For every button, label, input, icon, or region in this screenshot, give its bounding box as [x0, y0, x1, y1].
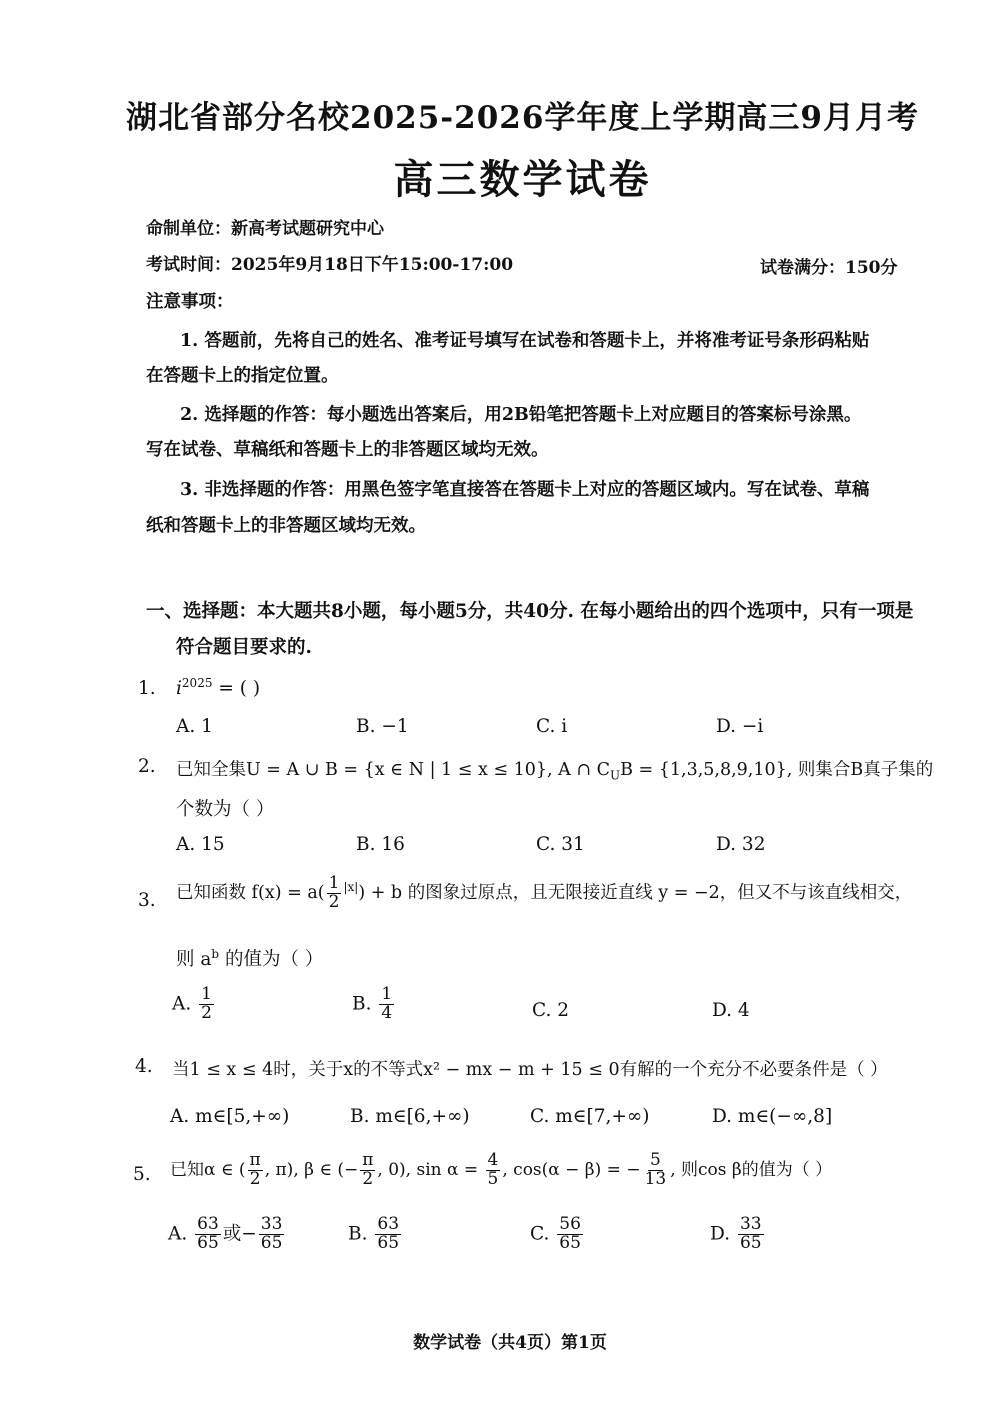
- q1-stem: [176, 676, 260, 699]
- q3-option-d: D. 4: [712, 1000, 750, 1021]
- q5-a-den-2: 65: [260, 1232, 283, 1253]
- q5-f2-num: π: [362, 1150, 374, 1170]
- section-1-heading-cont: 符合题目要求的.: [176, 637, 312, 658]
- q1-exponent: 2025: [181, 676, 213, 690]
- q5-f4-num: 5: [649, 1150, 661, 1170]
- q5-option-d: [710, 1216, 766, 1253]
- section-1-heading: 一、选择题：本大题共8小题，每小题5分，共40分. 在每小题给出的四个选项中，只有一项是: [146, 601, 914, 622]
- q3-stem: [176, 875, 912, 912]
- q3-frac-num: 1: [328, 873, 340, 893]
- page-footer: 数学试卷（共4页）第1页: [413, 1333, 607, 1353]
- q5-part-4: , cos(α − β) = −: [502, 1159, 641, 1180]
- q5-f2-den: 2: [362, 1168, 374, 1189]
- q5-option-c-label: C.: [530, 1223, 550, 1245]
- q5-option-a-label: A.: [168, 1223, 188, 1245]
- q5-option-b-label: B.: [348, 1223, 368, 1245]
- q5-frac-2: [360, 1152, 375, 1189]
- q5-b-frac: [375, 1216, 401, 1253]
- q2-stem-cont: 个数为（ ）: [176, 799, 275, 820]
- q1-option-a: A. 1: [176, 716, 213, 737]
- exam-title: 湖北省部分名校2025-2026学年度上学期高三9月月考: [126, 100, 919, 136]
- q5-stem: [170, 1152, 832, 1189]
- full-score: 试卷满分：150分: [760, 258, 898, 278]
- q1-number: 1.: [138, 678, 156, 699]
- note-1-line-1: 1. 答题前，先将自己的姓名、准考证号填写在试卷和答题卡上，并将准考证号条形码粘贴: [180, 331, 870, 351]
- q1-base: i: [176, 678, 182, 700]
- q3-b-den: 4: [381, 1002, 393, 1023]
- q5-f3-num: 4: [487, 1150, 499, 1170]
- q5-f4-den: 13: [644, 1168, 667, 1189]
- q5-d-num: 33: [739, 1214, 762, 1234]
- q3-line2-exp: b: [211, 946, 220, 961]
- q5-option-d-label: D.: [710, 1223, 731, 1245]
- q5-frac-4: [643, 1152, 669, 1189]
- q5-a-or: 或−: [222, 1223, 257, 1245]
- q3-line2-pre: 则 a: [176, 949, 212, 970]
- q5-a-num-1: 63: [197, 1214, 219, 1234]
- issuer-line: 命制单位：新高考试题研究中心: [146, 219, 384, 239]
- q4-option-d: D. m∈(−∞,8]: [712, 1106, 833, 1127]
- note-1-line-2: 在答题卡上的指定位置。: [146, 366, 339, 386]
- q1-option-d: D. −i: [716, 716, 764, 737]
- exam-subtitle: 高三数学试卷: [393, 156, 652, 203]
- q3-number: 3.: [138, 890, 156, 911]
- q5-c-num: 56: [559, 1214, 581, 1234]
- q3-line2-post: 的值为（ ）: [219, 949, 324, 970]
- q1-option-b: B. −1: [356, 716, 409, 737]
- q5-a-den-1: 65: [197, 1232, 219, 1253]
- note-3-line-2: 纸和答题卡上的非答题区域均无效。: [146, 516, 426, 536]
- q5-frac-3: [486, 1152, 501, 1189]
- q5-part-3: , 0), sin α =: [377, 1159, 484, 1180]
- q2-text-1: 已知全集U = A ∪ B = {x ∈ N | 1 ≤ x ≤ 10}, A ∩ C: [176, 760, 610, 780]
- q3-a-num: 1: [201, 984, 212, 1004]
- exam-time: 考试时间：2025年9月18日下午15:00-17:00: [146, 255, 514, 275]
- q4-number: 4.: [135, 1056, 153, 1077]
- q2-subscript: U: [609, 768, 621, 783]
- notes-heading: 注意事项：: [146, 292, 234, 312]
- q5-b-den: 65: [377, 1232, 400, 1253]
- q5-d-frac: [738, 1216, 764, 1253]
- q3-option-c: C. 2: [532, 1000, 570, 1021]
- q5-c-den: 65: [559, 1232, 581, 1253]
- q5-f1-num: π: [249, 1150, 261, 1170]
- note-2-line-2: 写在试卷、草稿纸和答题卡上的非答题区域均无效。: [146, 440, 549, 460]
- q3-option-b: [352, 986, 396, 1023]
- q2-option-d: D. 32: [716, 834, 766, 855]
- q5-frac-1: [248, 1152, 263, 1189]
- q2-option-c: C. 31: [536, 834, 585, 855]
- q5-part-1: 已知α ∈ (: [170, 1159, 246, 1180]
- q5-c-frac: [557, 1216, 583, 1253]
- q1-tail: = ( ): [212, 678, 261, 700]
- q4-option-b: B. m∈[6,+∞): [350, 1106, 470, 1127]
- q5-f3-den: 5: [487, 1168, 499, 1189]
- q5-option-b: [348, 1216, 403, 1253]
- q4-option-c: C. m∈[7,+∞): [530, 1106, 650, 1127]
- q2-option-a: A. 15: [176, 834, 225, 855]
- q5-a-num-2: 33: [260, 1214, 283, 1234]
- q3-b-num: 1: [381, 984, 393, 1004]
- note-3-line-1: 3. 非选择题的作答：用黑色签字笔直接答在答题卡上对应的答题区域内。写在试卷、草稿: [180, 480, 870, 500]
- q5-number: 5.: [133, 1164, 151, 1185]
- q3-post: ) + b 的图象过原点，且无限接近直线 y = −2，但又不与该直线相交，: [358, 882, 913, 903]
- q5-f1-den: 2: [249, 1168, 261, 1189]
- q5-d-den: 65: [739, 1232, 762, 1253]
- q3-option-a: [172, 986, 216, 1023]
- q5-a-frac-1: [195, 1216, 221, 1253]
- q3-exponent: |x|: [343, 880, 359, 895]
- q5-option-a: [168, 1216, 286, 1253]
- q3-pre: 已知函数 f(x) = a(: [176, 882, 325, 903]
- q3-a-den: 2: [201, 1002, 212, 1023]
- note-2-line-1: 2. 选择题的作答：每小题选出答案后，用2B铅笔把答题卡上对应题目的答案标号涂黑。: [180, 405, 862, 425]
- q4-option-a: A. m∈[5,+∞): [170, 1106, 290, 1127]
- q3-option-b-label: B.: [352, 993, 372, 1015]
- q3-fraction: [327, 875, 342, 912]
- q2-option-b: B. 16: [356, 834, 405, 855]
- q5-a-frac-2: [259, 1216, 285, 1253]
- q5-option-c: [530, 1216, 585, 1253]
- q4-stem: 当1 ≤ x ≤ 4时，关于x的不等式x² − mx − m + 15 ≤ 0有解的一个充分不必要条件是（ ）: [172, 1060, 888, 1080]
- q2-number: 2.: [138, 756, 156, 777]
- q3-option-a-label: A.: [172, 993, 192, 1015]
- q1-option-c: C. i: [536, 716, 568, 737]
- q5-part-5: , 则cos β的值为（ ）: [670, 1159, 833, 1180]
- q3-option-b-frac: [379, 986, 394, 1023]
- q3-frac-den: 2: [328, 891, 340, 912]
- q3-stem-cont: [176, 945, 323, 971]
- q2-stem: [176, 756, 933, 783]
- q5-b-num: 63: [377, 1214, 400, 1234]
- q3-option-a-frac: [199, 986, 214, 1023]
- q2-text-2: B = {1,3,5,8,9,10}, 则集合B真子集的: [620, 760, 934, 780]
- q5-part-2: , π), β ∈ (−: [264, 1159, 359, 1180]
